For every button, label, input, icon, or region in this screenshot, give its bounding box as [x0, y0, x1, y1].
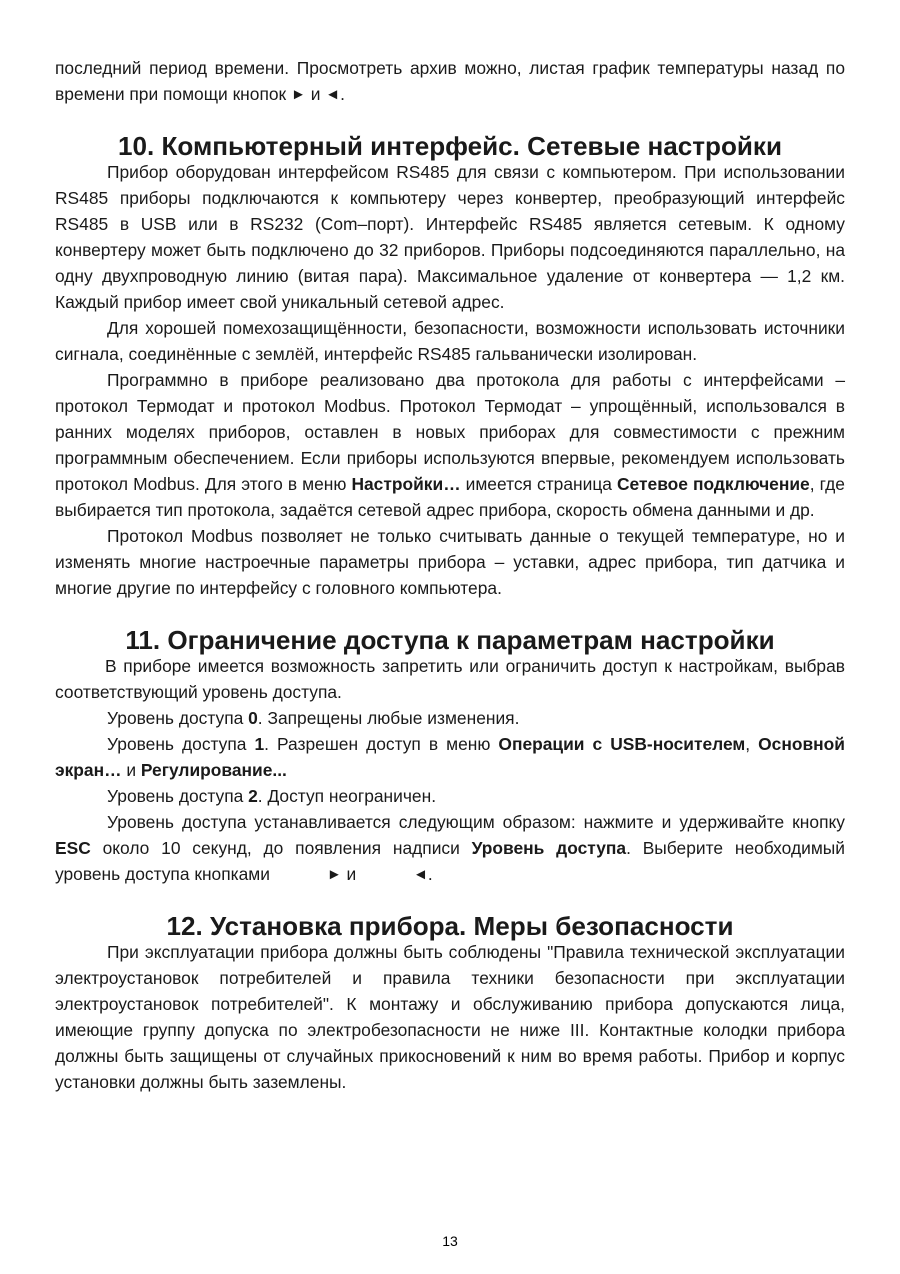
menu-usb-ref: Операции с USB-носителем [498, 734, 746, 754]
access-level-label-ref: Уровень доступа [471, 838, 627, 858]
section-12-title: 12. Установка прибора. Меры безопасности [166, 911, 734, 941]
access-level-2 [55, 783, 845, 809]
text-run: , где выбирается тип протокола, задаётся сетевой адрес прибора, скорость обмена данными и др. [55, 474, 845, 520]
arrow-left-icon: ◄ [413, 866, 428, 883]
section-10-paragraph-3 [55, 367, 845, 523]
period: . [340, 84, 345, 104]
arrow-right-icon: ► [326, 866, 342, 883]
access-level-1 [55, 731, 845, 783]
conjunction: и [341, 864, 362, 884]
level-number: 0 [248, 708, 258, 728]
text-run: . Запрещены любые изменения. [257, 708, 520, 728]
esc-key-ref: ESC [55, 838, 91, 858]
level-number: 2 [248, 786, 258, 806]
section-11-paragraph-1: В приборе имеется возможность запретить или ограничить доступ к настройкам, выбрав соответствующий уровень доступа. [55, 656, 845, 702]
text-run: имеется страница [460, 474, 617, 494]
arrow-left-icon: ◄ [325, 86, 341, 103]
text-run: Уровень доступа [107, 734, 255, 754]
access-level-0 [55, 705, 845, 731]
text-run: около 10 секунд, до появления надписи [90, 838, 472, 858]
text-run: Уровень доступа [107, 708, 249, 728]
page-number: 13 [442, 1233, 458, 1249]
network-connection-ref: Сетевое подключение [617, 474, 810, 494]
menu-regulation-ref: Регулирование... [140, 760, 287, 780]
arrow-right-icon: ► [291, 86, 306, 103]
menu-settings-ref: Настройки… [351, 474, 461, 494]
text-run: . Доступ неограничен. [257, 786, 437, 806]
section-10-paragraph-4: Протокол Modbus позволяет не только считывать данные о текущей температуре, но и изменять многие настроечные параметры прибора – уставки, адрес прибора, тип датчика и многие другие по интерфейсу с головного компьютера. [55, 526, 845, 598]
level-number: 1 [254, 734, 265, 754]
menu-main-screen-ref: Основной экран… [55, 734, 845, 780]
spacer [55, 107, 845, 133]
section-10-paragraph-2: Для хорошей помехозащищённости, безопасности, возможности использовать источники сигнала, соединённые с землёй, интерфейс RS485 гальванически изолирован. [55, 318, 845, 364]
access-level-setup [55, 809, 845, 887]
section-11-title: 11. Ограничение доступа к параметрам настройки [125, 625, 775, 655]
period: . [427, 864, 433, 884]
section-12-paragraph-1: При эксплуатации прибора должны быть соблюдены "Правила технической эксплуатации электроустановок потребителей и правила техники безопасности при эксплуатации электроустановок потребителей". К монтажу и обслуживанию прибора допускаются лица, имеющие группу допуска по электробезопасности не ниже III. Контактные колодки прибора должны быть защищены от случайных прикосновений к ним во время работы. Прибор и корпус установки должны быть заземлены. [55, 942, 845, 1092]
text-run: , [745, 734, 759, 754]
text-run: Уровень доступа [107, 786, 249, 806]
intro-text: последний период времени. Просмотреть архив можно, листая график температуры назад по времени при помощи кнопок [55, 58, 845, 104]
intro-paragraph [55, 55, 845, 107]
spacer [55, 887, 845, 913]
conjunction: и [305, 84, 326, 104]
text-run: Программно в приборе реализовано два протокола для работы с интерфейсами – протокол Термодат и протокол Modbus. Протокол Термодат – упрощённый, использовался в ранних моделях приборов, оставлен в новых приборах для совместимости с прежним программным обеспечением. Если приборы используются впервые, рекомендуем использовать протокол Modbus. Для этого в меню [55, 370, 845, 494]
section-10-paragraph-1: Прибор оборудован интерфейсом RS485 для связи с компьютером. При использовании RS485 приборы подключаются к компьютеру через конвертер, преобразующий интерфейс RS485 в USB или в RS232 (Com–порт). Интерфейс RS485 является сетевым. К одному конвертеру может быть подключено до 32 приборов. Приборы подсоединяются параллельно, на одну двухпроводную линию (витая пара). Максимальное удаление от конвертера — 1,2 км. Каждый прибор имеет свой уникальный сетевой адрес. [55, 162, 845, 312]
text-run: . Выберите необходимый уровень доступа кнопками [55, 838, 846, 884]
text-run: и [121, 760, 141, 780]
text-run: Уровень доступа устанавливается следующим образом: нажмите и удерживайте кнопку [107, 812, 845, 832]
text-run: . Разрешен доступ в меню [264, 734, 499, 754]
section-10-title: 10. Компьютерный интерфейс. Сетевые настройки [117, 131, 782, 161]
spacer [55, 601, 845, 627]
